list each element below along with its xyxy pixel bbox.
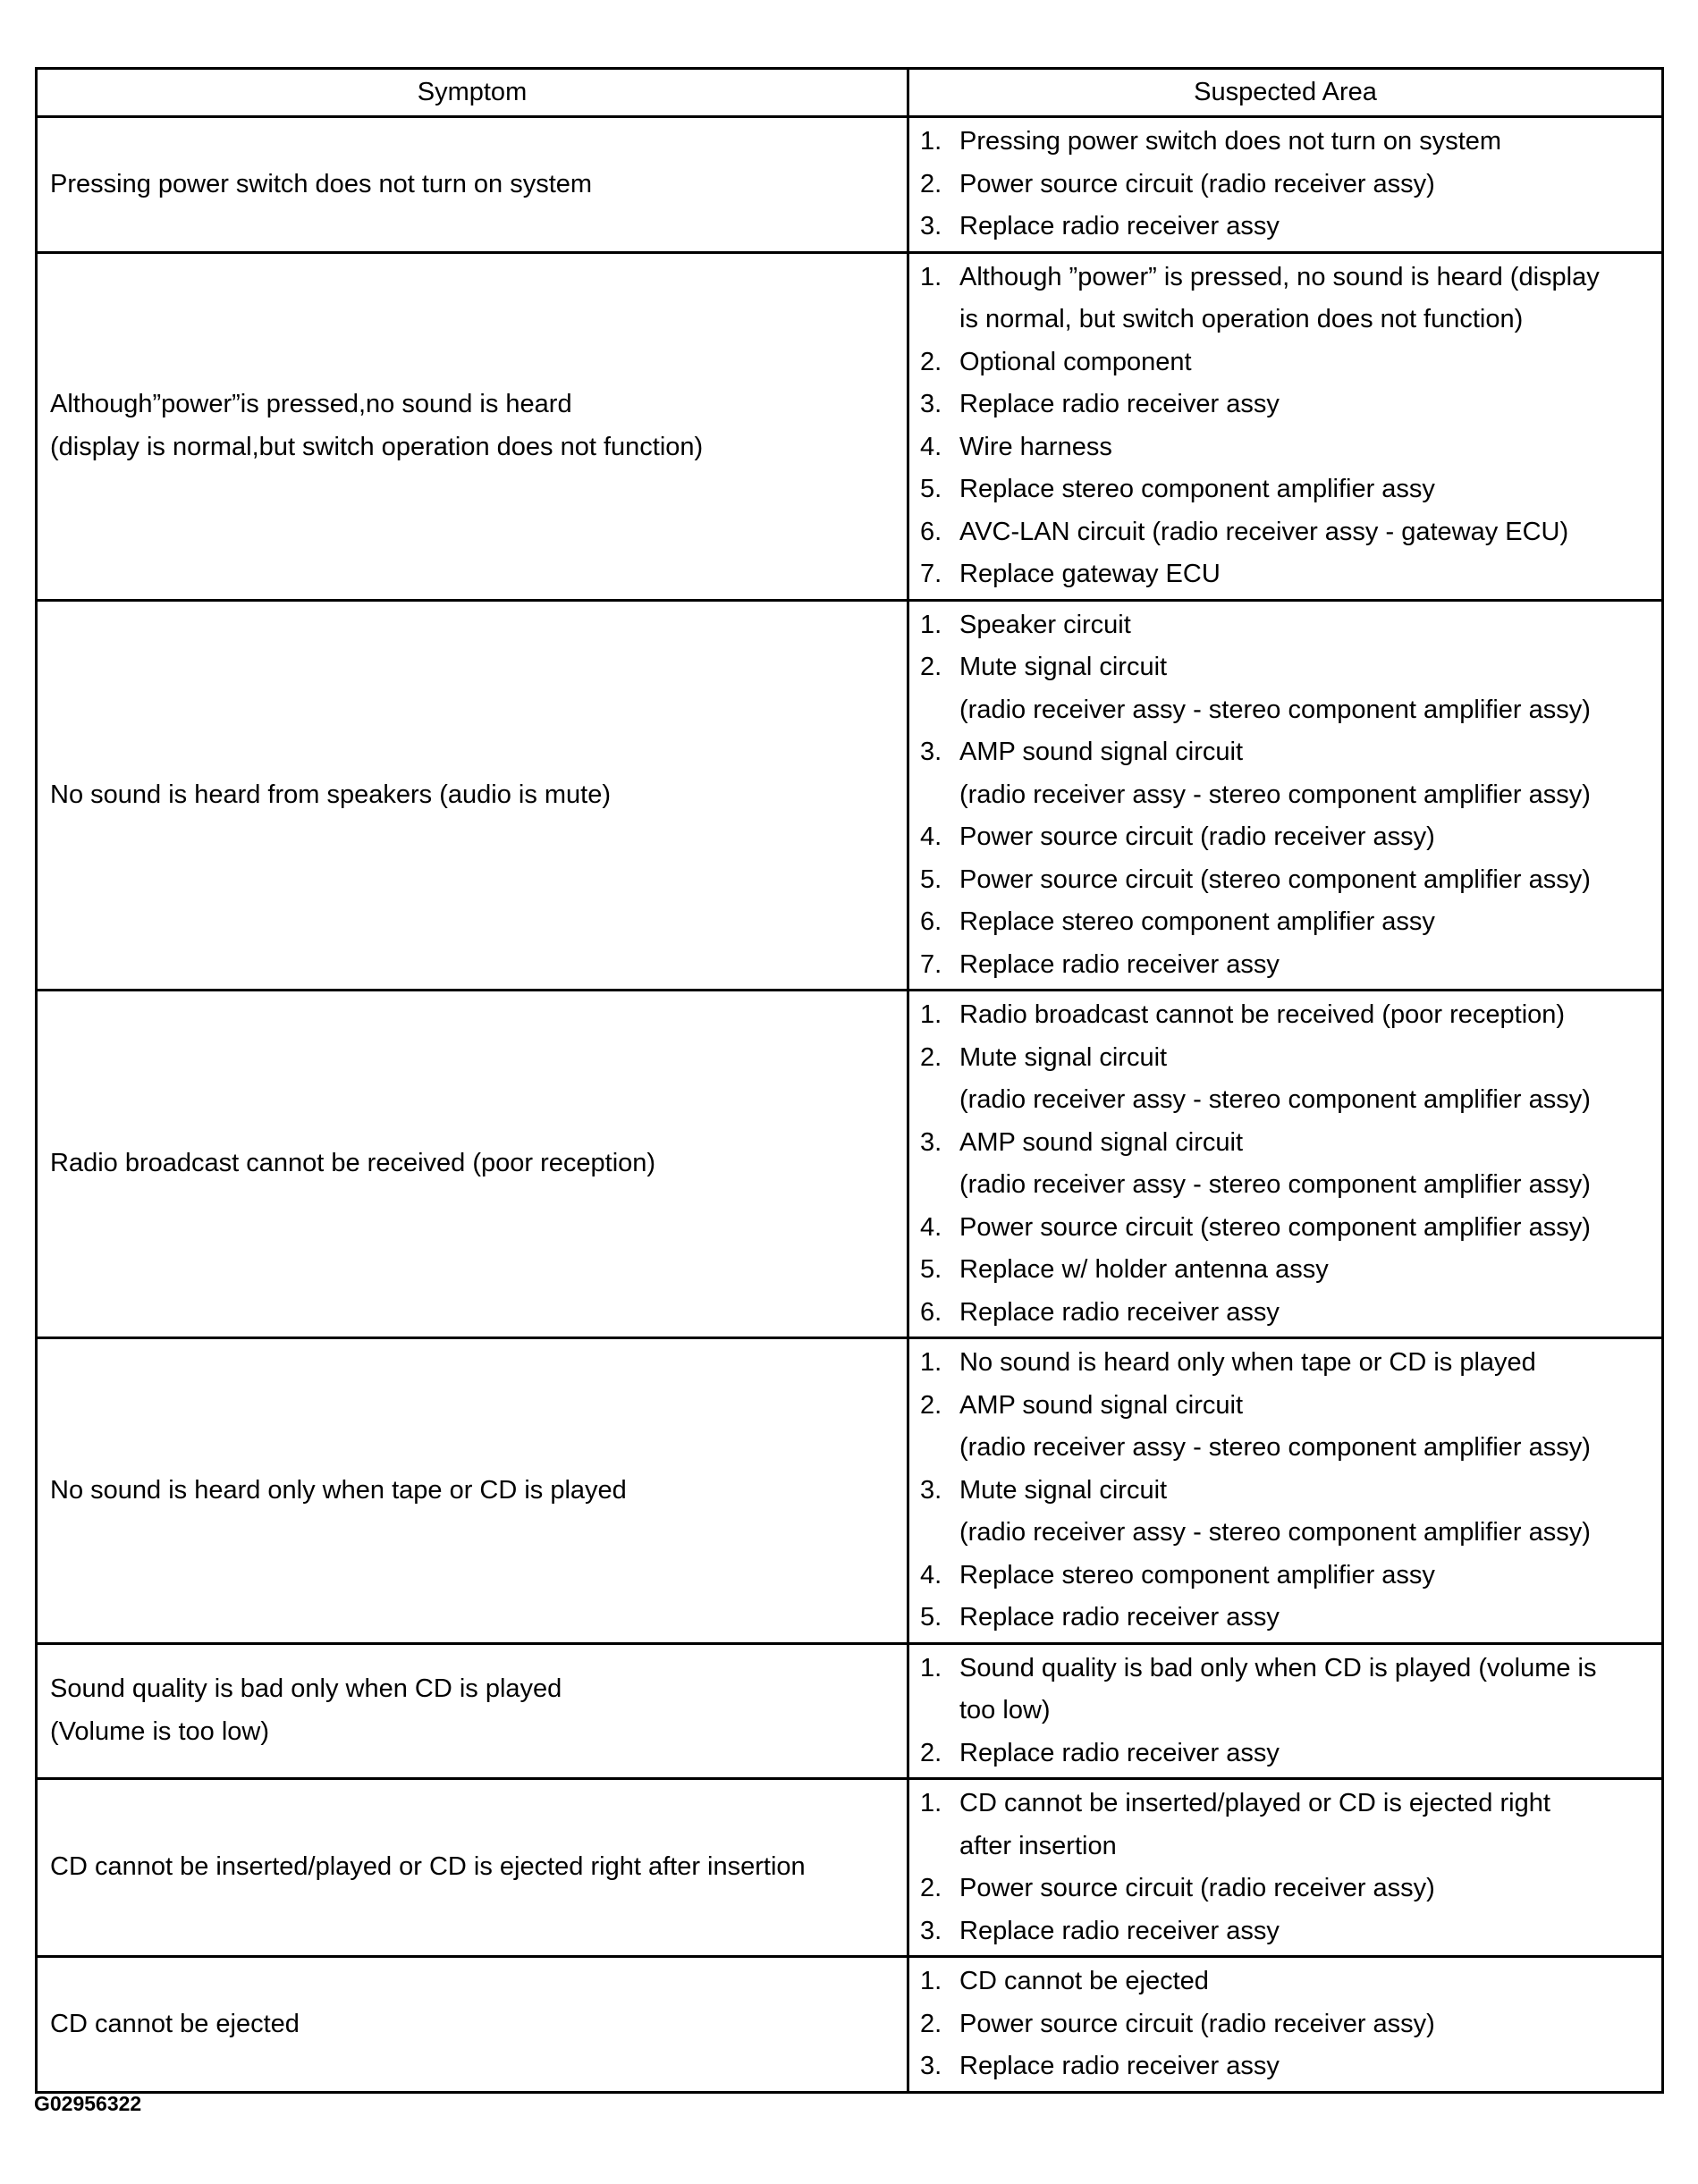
item-text: Mute signal circuit (radio receiver assy - stereo component amplifier assy) — [959, 1475, 1591, 1547]
item-number: 2. — [920, 2009, 942, 2038]
item-text: AMP sound signal circuit (radio receiver assy - stereo component amplifier assy) — [959, 738, 1591, 809]
item-text: Replace radio receiver assy — [959, 949, 1280, 979]
item-text: Replace stereo component amplifier assy — [959, 475, 1435, 503]
symptom-text: CD cannot be ejected — [50, 2009, 300, 2038]
suspected-area-item — [920, 468, 1651, 511]
symptom-text: Sound quality is bad only when CD is played — [50, 1674, 562, 1704]
item-text: Replace stereo component amplifier assy — [959, 1560, 1435, 1590]
suspected-area-item — [920, 859, 1651, 902]
suspected-area-item — [920, 257, 1651, 342]
suspected-area-item — [920, 342, 1651, 384]
item-text: Replace radio receiver assy — [959, 1297, 1280, 1327]
item-text: Pressing power switch does not turn on system — [959, 127, 1502, 156]
suspected-area-header: Suspected Area — [908, 69, 1663, 117]
suspected-area-item — [920, 384, 1651, 426]
item-text: Replace radio receiver assy — [959, 1738, 1280, 1767]
item-number: 3. — [920, 212, 942, 240]
suspected-area-cell — [908, 1957, 1663, 2093]
item-number: 3. — [920, 2052, 942, 2080]
item-text: Power source circuit (radio receiver assy) — [959, 822, 1435, 851]
item-text: Power source circuit (radio receiver assy) — [959, 169, 1435, 198]
item-text: Replace radio receiver assy — [959, 212, 1280, 240]
suspected-area-item — [920, 1597, 1651, 1640]
suspected-area-item — [920, 1910, 1651, 1953]
item-number: 2. — [920, 1874, 942, 1902]
table-row — [37, 1643, 1663, 1779]
symptom-text: No sound is heard only when tape or CD is played — [50, 1475, 627, 1505]
suspected-area-item — [920, 121, 1651, 164]
item-number: 1. — [920, 610, 942, 639]
item-number: 3. — [920, 1127, 942, 1157]
item-text: Although ”power” is pressed, no sound is heard (display is normal, but switch operation does not function) — [959, 262, 1600, 333]
symptom-text: Pressing power switch does not turn on system — [50, 169, 593, 198]
suspected-area-item — [920, 1342, 1651, 1385]
suspected-area-item — [920, 1733, 1651, 1775]
suspected-area-item — [920, 901, 1651, 944]
item-number: 1. — [920, 1967, 942, 1995]
item-text: AVC-LAN circuit (radio receiver assy - gateway ECU) — [959, 517, 1569, 546]
item-text: Replace stereo component amplifier assy — [959, 907, 1435, 936]
suspected-area-item — [920, 1122, 1651, 1207]
item-number: 7. — [920, 560, 942, 588]
suspected-area-item — [920, 426, 1651, 469]
suspected-area-cell — [908, 1779, 1663, 1957]
suspected-area-item — [920, 1470, 1651, 1555]
item-number: 6. — [920, 517, 942, 546]
item-number: 4. — [920, 822, 942, 851]
suspected-area-item — [920, 164, 1651, 207]
table-row — [37, 1779, 1663, 1957]
item-text: Power source circuit (radio receiver assy) — [959, 1874, 1435, 1902]
symptom-cell — [37, 1338, 908, 1644]
item-text: AMP sound signal circuit (radio receiver assy - stereo component amplifier assy) — [959, 1127, 1591, 1199]
suspected-area-item — [920, 994, 1651, 1037]
item-number: 3. — [920, 390, 942, 418]
suspected-area-item — [920, 1037, 1651, 1122]
table-row — [37, 117, 1663, 253]
item-number: 6. — [920, 907, 942, 936]
table-row — [37, 600, 1663, 991]
figure-id: G02956322 — [34, 2092, 142, 2115]
item-text: Speaker circuit — [959, 610, 1131, 639]
suspected-area-item — [920, 553, 1651, 596]
suspected-area-item — [920, 1292, 1651, 1335]
troubleshooting-table — [35, 67, 1664, 2094]
item-number: 2. — [920, 1738, 942, 1767]
item-number: 1. — [920, 262, 942, 291]
item-number: 1. — [920, 1348, 942, 1377]
symptom-cell — [37, 117, 908, 253]
table-row — [37, 1338, 1663, 1644]
symptom-cell — [37, 1957, 908, 2093]
item-number: 2. — [920, 1042, 942, 1072]
item-number: 5. — [920, 864, 942, 894]
item-number: 1. — [920, 1653, 942, 1682]
item-number: 1. — [920, 1789, 942, 1817]
symptom-cell — [37, 252, 908, 600]
item-text: AMP sound signal circuit (radio receiver assy - stereo component amplifier assy) — [959, 1390, 1591, 1462]
item-number: 2. — [920, 169, 942, 198]
item-text: Replace w/ holder antenna assy — [959, 1255, 1329, 1284]
item-text: Power source circuit (stereo component amplifier assy) — [959, 864, 1591, 894]
item-number: 1. — [920, 127, 942, 156]
table-row — [37, 1957, 1663, 2093]
item-number: 6. — [920, 1297, 942, 1327]
suspected-area-item — [920, 1868, 1651, 1910]
suspected-area-cell — [908, 991, 1663, 1338]
item-text: Optional component — [959, 347, 1192, 376]
suspected-area-item — [920, 1555, 1651, 1598]
suspected-area-item — [920, 604, 1651, 647]
symptom-cell — [37, 991, 908, 1338]
item-text: Replace radio receiver assy — [959, 1916, 1280, 1945]
item-number: 2. — [920, 347, 942, 376]
suspected-area-item — [920, 816, 1651, 859]
symptom-header: Symptom — [37, 69, 908, 117]
suspected-area-cell — [908, 600, 1663, 991]
suspected-area-item — [920, 511, 1651, 554]
suspected-area-item — [920, 2045, 1651, 2088]
suspected-area-cell — [908, 117, 1663, 253]
symptom-cell — [37, 1643, 908, 1779]
suspected-area-cell — [908, 252, 1663, 600]
symptom-cell — [37, 1779, 908, 1957]
suspected-area-item — [920, 1961, 1651, 2003]
item-number: 1. — [920, 1000, 942, 1029]
item-text: CD cannot be ejected — [959, 1967, 1209, 1995]
item-text: Mute signal circuit (radio receiver assy - stereo component amplifier assy) — [959, 1042, 1591, 1114]
item-text: Replace radio receiver assy — [959, 2052, 1280, 2080]
item-number: 4. — [920, 1560, 942, 1590]
item-number: 3. — [920, 1916, 942, 1945]
suspected-area-item — [920, 1783, 1651, 1868]
symptom-text: (display is normal,but switch operation does not function) — [50, 432, 704, 461]
item-number: 2. — [920, 1390, 942, 1420]
item-text: Radio broadcast cannot be received (poor reception) — [959, 1000, 1566, 1029]
item-text: Replace gateway ECU — [959, 560, 1221, 588]
symptom-text: No sound is heard from speakers (audio is mute) — [50, 780, 612, 809]
item-text: Sound quality is bad only when CD is played (volume is too low) — [959, 1653, 1597, 1724]
symptom-text: Radio broadcast cannot be received (poor reception) — [50, 1149, 656, 1178]
item-number: 3. — [920, 1475, 942, 1505]
suspected-area-cell — [908, 1643, 1663, 1779]
suspected-area-item — [920, 731, 1651, 816]
symptom-text: CD cannot be inserted/played or CD is ejected right after insertion — [50, 1852, 806, 1882]
symptom-text: (Volume is too low) — [50, 1716, 269, 1746]
suspected-area-item — [920, 944, 1651, 987]
item-number: 5. — [920, 475, 942, 503]
item-text: No sound is heard only when tape or CD is played — [959, 1348, 1536, 1377]
item-text: Wire harness — [959, 432, 1112, 461]
suspected-area-item — [920, 1648, 1651, 1733]
item-number: 4. — [920, 1212, 942, 1242]
item-number: 5. — [920, 1255, 942, 1284]
item-text: Power source circuit (stereo component amplifier assy) — [959, 1212, 1591, 1242]
item-number: 7. — [920, 949, 942, 979]
symptom-text: Although”power”is pressed,no sound is heard — [50, 390, 572, 418]
item-text: Mute signal circuit (radio receiver assy - stereo component amplifier assy) — [959, 653, 1591, 724]
suspected-area-item — [920, 1385, 1651, 1470]
item-text: Power source circuit (radio receiver assy) — [959, 2009, 1435, 2038]
table-row — [37, 991, 1663, 1338]
item-text: Replace radio receiver assy — [959, 390, 1280, 418]
suspected-area-item — [920, 206, 1651, 249]
suspected-area-cell — [908, 1338, 1663, 1644]
item-number: 4. — [920, 432, 942, 461]
item-number: 2. — [920, 653, 942, 681]
table-row — [37, 252, 1663, 600]
item-text: Replace radio receiver assy — [959, 1603, 1280, 1632]
item-number: 3. — [920, 738, 942, 766]
suspected-area-item — [920, 646, 1651, 731]
suspected-area-item — [920, 2003, 1651, 2046]
symptom-cell — [37, 600, 908, 991]
item-text: CD cannot be inserted/played or CD is ejected right after insertion — [959, 1789, 1550, 1860]
item-number: 5. — [920, 1603, 942, 1632]
header-row — [37, 69, 1663, 117]
suspected-area-item — [920, 1249, 1651, 1292]
suspected-area-item — [920, 1207, 1651, 1250]
